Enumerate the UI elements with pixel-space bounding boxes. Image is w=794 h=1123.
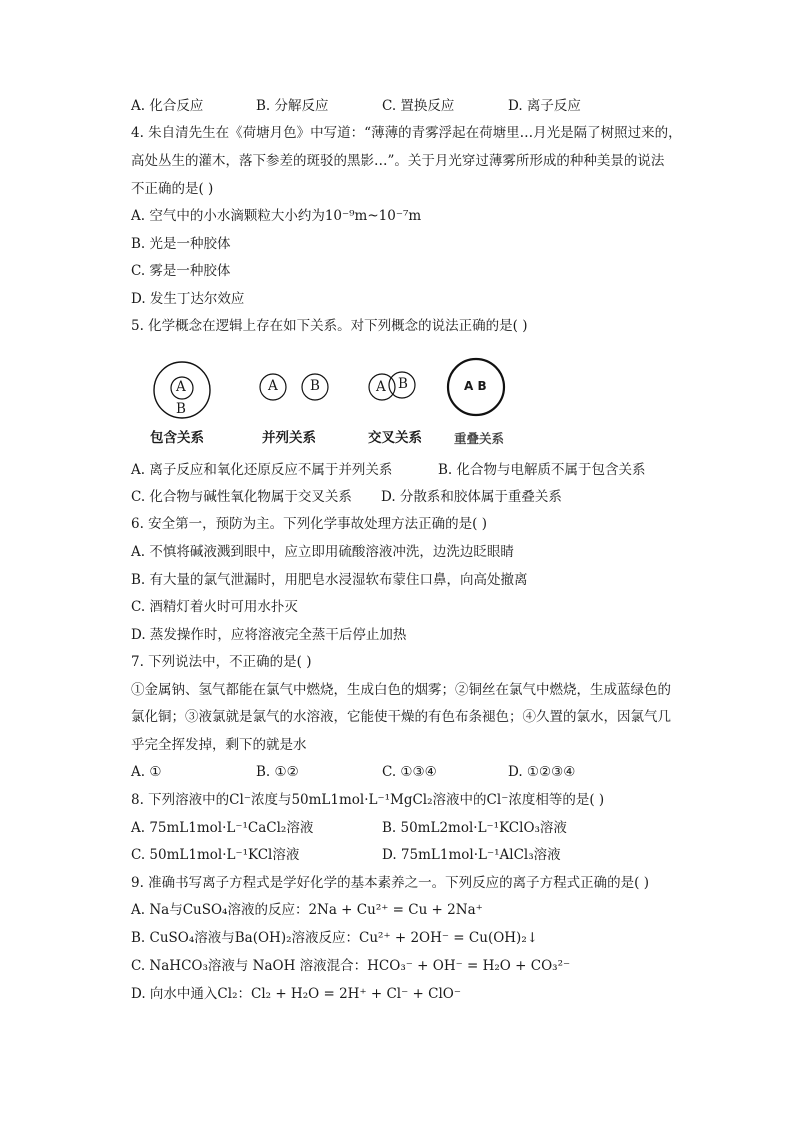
q6-option-d[interactable]: D. 蒸发操作时，应将溶液完全蒸干后停止加热 xyxy=(131,627,407,643)
label-overlap: 重叠关系 xyxy=(454,431,505,446)
q7-option-a[interactable]: A. ① xyxy=(131,764,162,780)
intersect-letter-b: B xyxy=(398,376,408,392)
q3-option-d[interactable]: D. 离子反应 xyxy=(508,98,581,114)
q8-option-b[interactable]: B. 50mL2mol·L⁻¹KClO₃溶液 xyxy=(382,820,567,836)
concept-relation-diagram xyxy=(130,352,530,452)
q5-stem: 5. 化学概念在逻辑上存在如下关系。对下列概念的说法正确的是( ) xyxy=(131,318,528,334)
q6-option-b[interactable]: B. 有大量的氯气泄漏时，用肥皂水浸湿软布蒙住口鼻，向高处撤离 xyxy=(131,572,528,588)
q5-option-c[interactable]: C. 化合物与碱性氧化物属于交叉关系 xyxy=(131,489,352,505)
q8-option-c[interactable]: C. 50mL1mol·L⁻¹KCl溶液 xyxy=(131,847,300,863)
q3-option-c[interactable]: C. 置换反应 xyxy=(382,98,455,114)
q4-stem-line-3: 不正确的是( ) xyxy=(131,181,214,197)
label-inclusion: 包含关系 xyxy=(150,430,204,446)
q8-stem: 8. 下列溶液中的Cl⁻浓度与50mL1mol·L⁻¹MgCl₂溶液中的Cl⁻浓度相等的是( ) xyxy=(131,792,605,808)
q4-option-d[interactable]: D. 发生丁达尔效应 xyxy=(131,291,245,307)
q4-option-b[interactable]: B. 光是一种胶体 xyxy=(131,236,231,252)
q3-option-b[interactable]: B. 分解反应 xyxy=(256,98,329,114)
q9-stem: 9. 准确书写离子方程式是学好化学的基本素养之一。下列反应的离子方程式正确的是( ) xyxy=(131,875,649,891)
q9-option-a[interactable]: A. Na与CuSO₄溶液的反应：2Na + Cu²⁺ = Cu + 2Na⁺ xyxy=(131,902,483,918)
q6-option-a[interactable]: A. 不慎将碱液溅到眼中，应立即用硫酸溶液冲洗，边洗边眨眼睛 xyxy=(131,544,514,560)
q6-option-c[interactable]: C. 酒精灯着火时可用水扑灭 xyxy=(131,599,298,615)
q4-stem-line-2: 高处丛生的灌木，落下参差的斑驳的黑影…”。关于月光穿过薄雾所形成的种种美景的说法 xyxy=(131,153,665,169)
q5-option-a[interactable]: A. 离子反应和氧化还原反应不属于并列关系 xyxy=(131,462,393,478)
q7-stem: 7. 下列说法中，不正确的是( ) xyxy=(131,654,312,670)
q4-option-a[interactable]: A. 空气中的小水滴颗粒大小约为10⁻⁹m~10⁻⁷m xyxy=(131,208,422,224)
q7-body-line-2: 氯化铜；③液氯就是氯气的水溶液，它能使干燥的有色布条褪色；④久置的氯水，因氯气几 xyxy=(131,709,671,725)
q8-option-a[interactable]: A. 75mL1mol·L⁻¹CaCl₂溶液 xyxy=(131,820,314,836)
q3-option-a[interactable]: A. 化合反应 xyxy=(131,98,204,114)
label-parallel: 并列关系 xyxy=(262,430,316,446)
q9-option-d[interactable]: D. 向水中通入Cl₂：Cl₂ + H₂O = 2H⁺ + Cl⁻ + ClO⁻ xyxy=(131,986,461,1002)
intersect-letter-a: A xyxy=(376,379,386,395)
q6-stem: 6. 安全第一，预防为主。下列化学事故处理方法正确的是( ) xyxy=(131,516,487,532)
q5-option-d[interactable]: D. 分散系和胶体属于重叠关系 xyxy=(381,489,562,505)
q8-option-d[interactable]: D. 75mL1mol·L⁻¹AlCl₃溶液 xyxy=(382,847,561,863)
q9-option-b[interactable]: B. CuSO₄溶液与Ba(OH)₂溶液反应：Cu²⁺ + 2OH⁻ = Cu(OH)₂↓ xyxy=(131,930,539,946)
inclusion-letter-b: B xyxy=(176,401,186,417)
parallel-letter-b: B xyxy=(310,378,320,394)
q7-body-line-1: ①金属钠、氢气都能在氯气中燃烧，生成白色的烟雾；②铜丝在氯气中燃烧，生成蓝绿色的 xyxy=(131,682,671,698)
q4-stem-line-1: 4. 朱自清先生在《荷塘月色》中写道：“薄薄的青雾浮起在荷塘里…月光是隔了树照过来的， xyxy=(131,125,682,141)
q7-option-c[interactable]: C. ①③④ xyxy=(382,764,437,780)
label-intersection: 交叉关系 xyxy=(368,430,422,446)
q7-option-b[interactable]: B. ①② xyxy=(256,764,299,780)
q4-option-c[interactable]: C. 雾是一种胶体 xyxy=(131,263,231,279)
parallel-letter-a: A xyxy=(268,378,278,394)
q7-option-d[interactable]: D. ①②③④ xyxy=(508,764,576,780)
overlap-letters-ab: A B xyxy=(464,379,487,393)
q7-body-line-3: 乎完全挥发掉，剩下的就是水 xyxy=(131,737,307,753)
q5-option-b[interactable]: B. 化合物与电解质不属于包含关系 xyxy=(438,462,646,478)
inclusion-letter-a: A xyxy=(176,379,186,395)
q9-option-c[interactable]: C. NaHCO₃溶液与 NaOH 溶液混合：HCO₃⁻ + OH⁻ = H₂O + CO₃²⁻ xyxy=(131,958,571,974)
